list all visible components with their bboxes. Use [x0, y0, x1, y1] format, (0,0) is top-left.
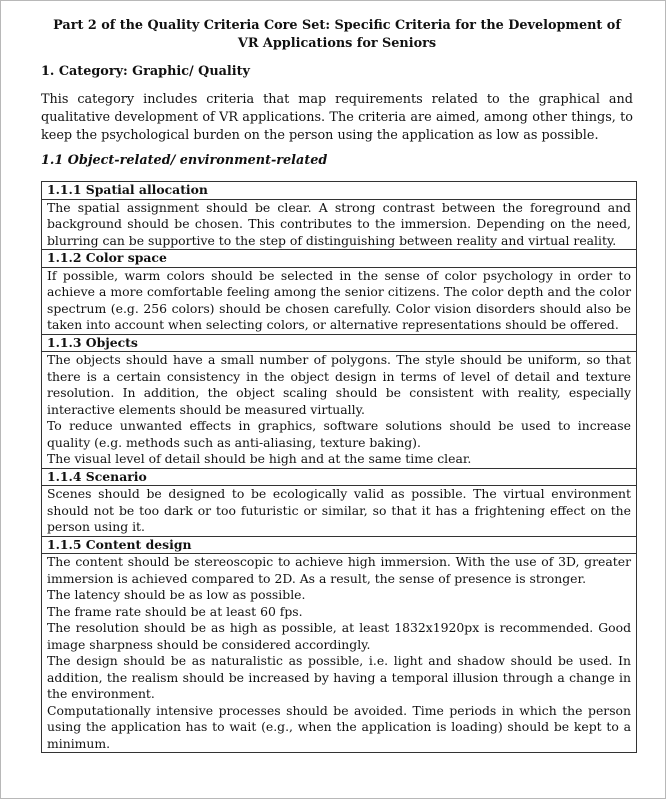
intro-paragraph: This category includes criteria that map requirements related to the graphical and qualitative development of VR applications. The criteria are aimed, among other things, to keep the psychological burden on the person using the application as low as possible.: [41, 92, 633, 143]
criterion-heading-row: [42, 536, 637, 554]
criterion-paragraph: Computationally intensive processes should be avoided. Time periods in which the person using the application has to wait (e.g., when the application is loading) should be kept to a minimum.: [47, 702, 631, 751]
criterion-heading: 1.1.1 Spatial allocation: [42, 182, 637, 200]
criterion-body: [42, 554, 637, 753]
criterion-heading: 1.1.3 Objects: [42, 334, 637, 352]
criterion-body: [42, 199, 637, 250]
category-heading: 1. Category: Graphic/ Quality: [41, 64, 250, 79]
subsection-heading: 1.1 Object-related/ environment-related: [41, 153, 328, 168]
criterion-heading: 1.1.4 Scenario: [42, 468, 637, 486]
criterion-heading-row: [42, 334, 637, 352]
criterion-body-row: [42, 486, 637, 537]
criterion-paragraph: The spatial assignment should be clear. A strong contrast between the foreground and background should be chosen. This contributes to the immersion. Depending on the need, blurring can be supportive to the step of distinguishing between reality and virtual reality.: [47, 199, 631, 248]
criterion-paragraph: The latency should be as low as possible.: [47, 587, 306, 602]
criterion-heading-row: [42, 468, 637, 486]
criterion-paragraph: The visual level of detail should be high and at the same time clear.: [47, 451, 472, 466]
criterion-paragraph: The resolution should be as high as possible, at least 1832x1920px is recommended. Good image sharpness should be considered accordingly.: [47, 620, 631, 652]
criterion-body-row: [42, 352, 637, 469]
criterion-paragraph: The frame rate should be at least 60 fps.: [47, 603, 303, 619]
criterion-paragraph: To reduce unwanted effects in graphics, software solutions should be used to increase quality (e.g. methods such as anti-aliasing, texture baking).: [47, 418, 631, 450]
criterion-paragraph: If possible, warm colors should be selected in the sense of color psychology in order to achieve a more comfortable feeling among the senior citizens. The color depth and the color spectrum (e.g. 256 colors) should be chosen carefully. Color vision disorders should also be taken into account when selecting colors, or alternative representations should be offered.: [47, 267, 631, 332]
document-title: Part 2 of the Quality Criteria Core Set: Specific Criteria for the Development of VR Applications for Seniors: [53, 18, 621, 51]
criterion-heading: 1.1.5 Content design: [42, 536, 637, 554]
criterion-body-row: [42, 554, 637, 753]
criterion-heading: 1.1.2 Color space: [42, 250, 637, 268]
criterion-paragraph: Scenes should be designed to be ecologically valid as possible. The virtual environment should not be too dark or too futuristic or similar, so that it has a frightening effect on the person using it.: [47, 486, 631, 534]
criteria-table: [41, 181, 637, 753]
criterion-paragraph: The content should be stereoscopic to achieve high immersion. With the use of 3D, greater immersion is achieved compared to 2D. As a result, the sense of presence is stronger.: [47, 554, 631, 586]
criterion-heading-row: [42, 250, 637, 268]
criterion-heading-row: [42, 182, 637, 200]
criterion-body-row: [42, 199, 637, 250]
criterion-body: [42, 352, 637, 469]
criterion-body-row: [42, 267, 637, 334]
criterion-paragraph: The design should be as naturalistic as possible, i.e. light and shadow should be used. In addition, the realism should be increased by having a temporal illusion through a change in the environment.: [47, 653, 631, 701]
criterion-paragraph: The objects should have a small number of polygons. The style should be uniform, so that there is a certain consistency in the object design in terms of level of detail and texture resolution. In addition, the object scaling should be consistent with reality, especially interactive elements should be measured virtually.: [47, 352, 631, 417]
criterion-body: [42, 486, 637, 537]
criterion-body: [42, 267, 637, 334]
